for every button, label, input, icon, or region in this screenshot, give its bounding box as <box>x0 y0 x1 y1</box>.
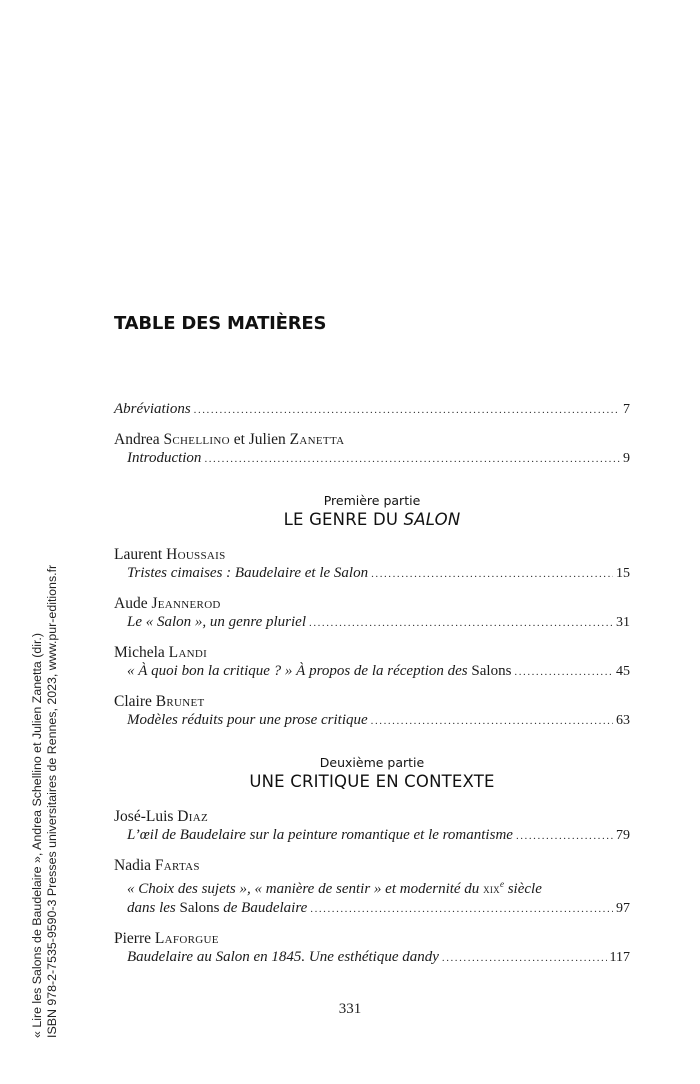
part-title: UNE CRITIQUE EN CONTEXTE <box>249 772 495 791</box>
entry-author: Nadia Fartas <box>114 857 200 874</box>
toc-entry-introduction[interactable] <box>114 430 630 469</box>
page-title: TABLE DES MATIÈRES <box>114 313 327 334</box>
entry-title: L’œil de Baudelaire sur la peinture romantique et le romantisme <box>127 827 513 843</box>
page-number: 15 <box>616 566 630 581</box>
leader-dots <box>371 565 613 584</box>
entry-title-line-2: dans les Salons de Baudelaire <box>127 900 308 916</box>
entry-author: Claire Brunet <box>114 693 205 710</box>
entry-title: Le « Salon », un genre pluriel <box>127 614 307 630</box>
toc-entry[interactable] <box>114 856 630 919</box>
page-number: 9 <box>623 451 630 466</box>
entry-title-line-1: « Choix des sujets », « manière de sentir » et modernité du xix$^e$ siècle <box>127 879 542 897</box>
leader-dots <box>194 401 620 420</box>
entry-title: « À quoi bon la critique ? » À propos de la réception des Salons <box>127 663 512 679</box>
page-number: 79 <box>616 828 630 843</box>
part-heading-2 <box>114 755 630 793</box>
entry-author: Laurent Houssais <box>114 546 226 563</box>
sidebar-credit-text <box>30 548 60 1038</box>
page-number: 63 <box>616 713 630 728</box>
leader-dots <box>442 949 607 968</box>
credit-line-2: ISBN 978-2-7535-9590-3 Presses universitaires de Rennes, 2023, www.pur-editions.fr <box>45 564 59 1038</box>
entry-title: Baudelaire au Salon en 1845. Une esthétique dandy <box>127 949 439 965</box>
entry-author: José-Luis Diaz <box>114 808 209 825</box>
toc-entry[interactable] <box>114 643 630 682</box>
entry-author: Michela Landi <box>114 644 208 661</box>
page-number: 31 <box>616 615 630 630</box>
toc-entry-abbreviations[interactable] <box>114 400 630 420</box>
leader-dots <box>514 663 613 682</box>
toc-entry[interactable] <box>114 929 630 968</box>
entry-author: Pierre Laforgue <box>114 930 219 947</box>
entry-title: Tristes cimaises : Baudelaire et le Salon <box>127 565 369 581</box>
entry-author: Andrea Schellino et Julien Zanetta <box>114 431 345 448</box>
leader-dots <box>371 712 613 731</box>
part-label: Deuxième partie <box>319 755 425 770</box>
leader-dots <box>310 900 613 919</box>
page-number: 45 <box>616 664 630 679</box>
page-number: 97 <box>616 901 630 916</box>
toc-entry[interactable] <box>114 807 630 846</box>
leader-dots <box>516 827 613 846</box>
page-number: 7 <box>623 402 630 417</box>
sidebar-credit <box>30 548 60 1038</box>
toc-entry[interactable] <box>114 545 630 584</box>
leader-dots <box>309 614 613 633</box>
page-folio: 331 <box>338 1001 362 1017</box>
credit-line-1: « Lire les Salons de Baudelaire », Andrea Schellino et Julien Zanetta (dir.) <box>30 632 44 1038</box>
entry-author: Aude Jeannerod <box>114 595 221 612</box>
part-title: LE GENRE DU SALON <box>283 510 461 529</box>
page-number: 117 <box>609 950 630 965</box>
toc-entry[interactable] <box>114 692 630 731</box>
toc-entry[interactable] <box>114 594 630 633</box>
entry-title: Modèles réduits pour une prose critique <box>127 712 368 728</box>
toc-entries <box>114 400 630 978</box>
entry-title: Introduction <box>127 450 202 466</box>
part-heading-1 <box>114 493 630 531</box>
entry-title: Abréviations <box>114 401 191 417</box>
part-label: Première partie <box>323 493 421 508</box>
leader-dots <box>204 450 620 469</box>
